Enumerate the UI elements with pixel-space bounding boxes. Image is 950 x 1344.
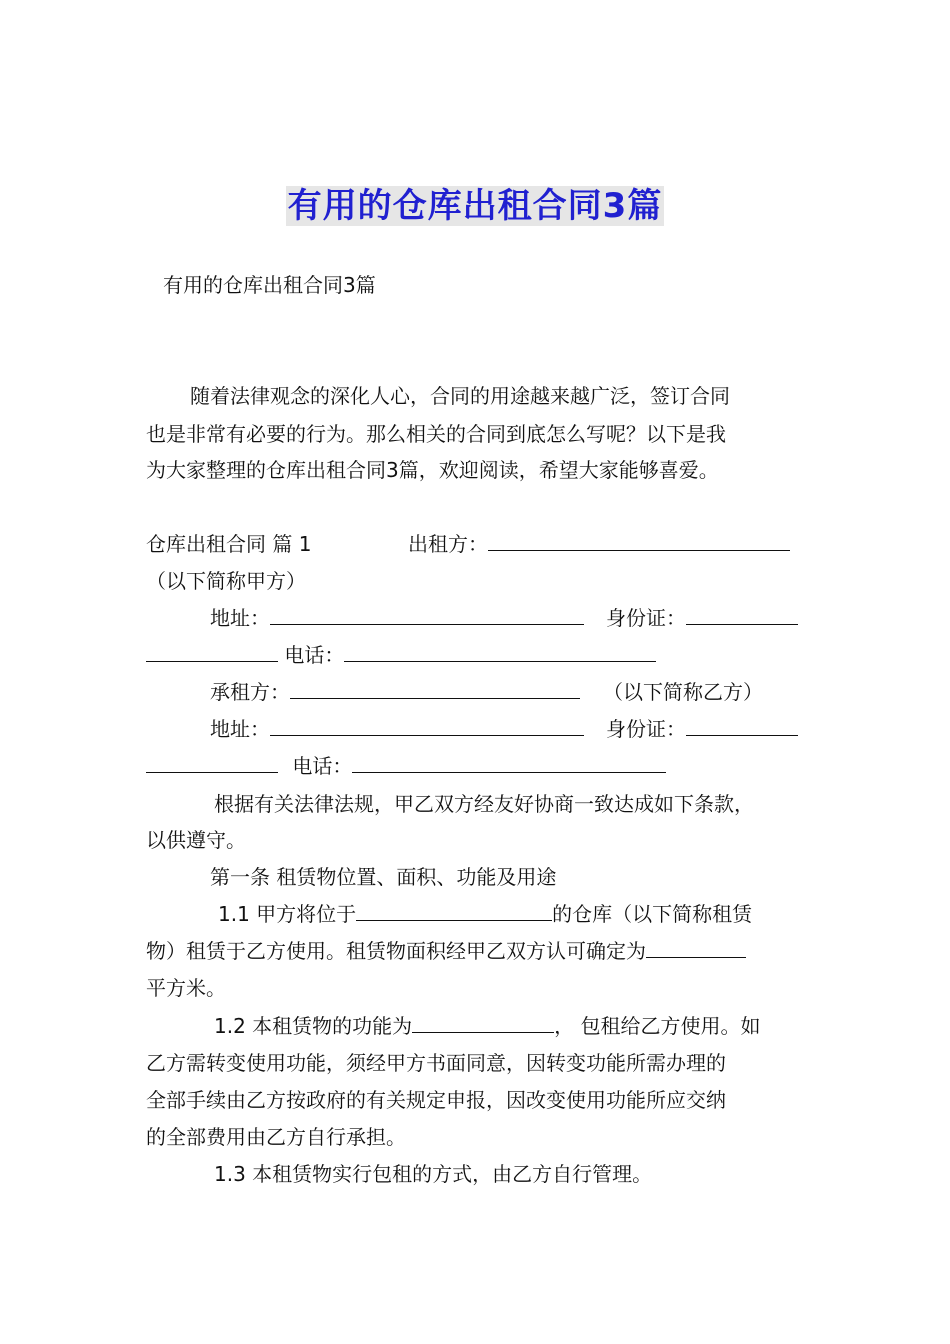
lessee-id-row (606, 714, 798, 744)
function-blank (412, 1014, 554, 1033)
lessor-address-row (210, 603, 584, 633)
lessor-id-row (606, 603, 798, 633)
article-1-heading: 第一条 租赁物位置、面积、功能及用途 (210, 865, 557, 889)
document-title: 有用的仓库出租合同3篇 (287, 186, 663, 226)
id2-blank (686, 717, 798, 736)
lessee-address-row (210, 714, 584, 744)
lessor-label: 出租方： (408, 532, 488, 556)
intro-line-1: 随着法律观念的深化人心，合同的用途越来越广泛，签订合同 (190, 384, 730, 408)
id2-blank-cont (146, 754, 278, 773)
lessor-phone-row (146, 640, 656, 670)
phone2-blank (352, 754, 666, 773)
clause-1-2-line-2: 乙方需转变使用功能，须经甲方书面同意，因转变功能所需办理的 (146, 1051, 726, 1075)
clause-1-2-line-3: 全部手续由乙方按政府的有关规定申报，因改变使用功能所应交纳 (146, 1088, 726, 1112)
contract-heading: 仓库出租合同 篇 1 (146, 532, 312, 556)
lessor-row (408, 529, 790, 559)
lessee-row (210, 677, 580, 707)
intro-line-2: 也是非常有必要的行为。那么相关的合同到底怎么写呢？以下是我 (146, 422, 726, 446)
lessor-blank (488, 532, 790, 551)
clause-1-1-line-2 (146, 936, 746, 966)
clause-1-1-a: 1.1 甲方将位于 (218, 902, 357, 926)
id-blank-cont (146, 643, 278, 662)
location-blank (356, 902, 552, 921)
clause-1-1-c: 物）租赁于乙方使用。租赁物面积经甲乙双方认可确定为 (146, 939, 646, 963)
phone-blank (344, 643, 656, 662)
lessee-blank (290, 680, 580, 699)
lessee-note: （以下简称乙方） (603, 680, 763, 704)
intro-line-3: 为大家整理的仓库出租合同3篇，欢迎阅读，希望大家能够喜爱。 (146, 458, 719, 482)
agree-line-2: 以供遵守。 (146, 828, 246, 852)
agree-line-1: 根据有关法律法规，甲乙双方经友好协商一致达成如下条款， (214, 792, 754, 816)
lessee-phone-row (146, 751, 666, 781)
area-blank (646, 939, 746, 958)
document-subtitle: 有用的仓库出租合同3篇 (163, 273, 376, 297)
address2-blank (270, 717, 584, 736)
clause-1-1-line-1 (218, 899, 752, 929)
address-label: 地址： (210, 606, 270, 630)
clause-1-1-b: 的仓库（以下简称租赁 (552, 902, 753, 926)
clause-1-3: 1.3 本租赁物实行包租的方式，由乙方自行管理。 (214, 1162, 653, 1186)
clause-1-2-a: 1.2 本租赁物的功能为 (214, 1014, 413, 1038)
address-blank (270, 606, 584, 625)
lessor-note: （以下简称甲方） (146, 569, 306, 593)
id-blank (686, 606, 798, 625)
address2-label: 地址： (210, 717, 270, 741)
phone2-label: 电话： (292, 754, 353, 778)
id2-label: 身份证： (606, 717, 686, 741)
lessee-label: 承租方： (210, 680, 290, 704)
id-label: 身份证： (606, 606, 686, 630)
clause-1-2-b: ， 包租给乙方使用。如 (554, 1014, 761, 1038)
clause-1-2-line-1 (214, 1011, 761, 1041)
clause-1-2-line-4: 的全部费用由乙方自行承担。 (146, 1125, 406, 1149)
clause-1-1-line-3: 平方米。 (146, 976, 226, 1000)
phone-label: 电话： (284, 643, 345, 667)
